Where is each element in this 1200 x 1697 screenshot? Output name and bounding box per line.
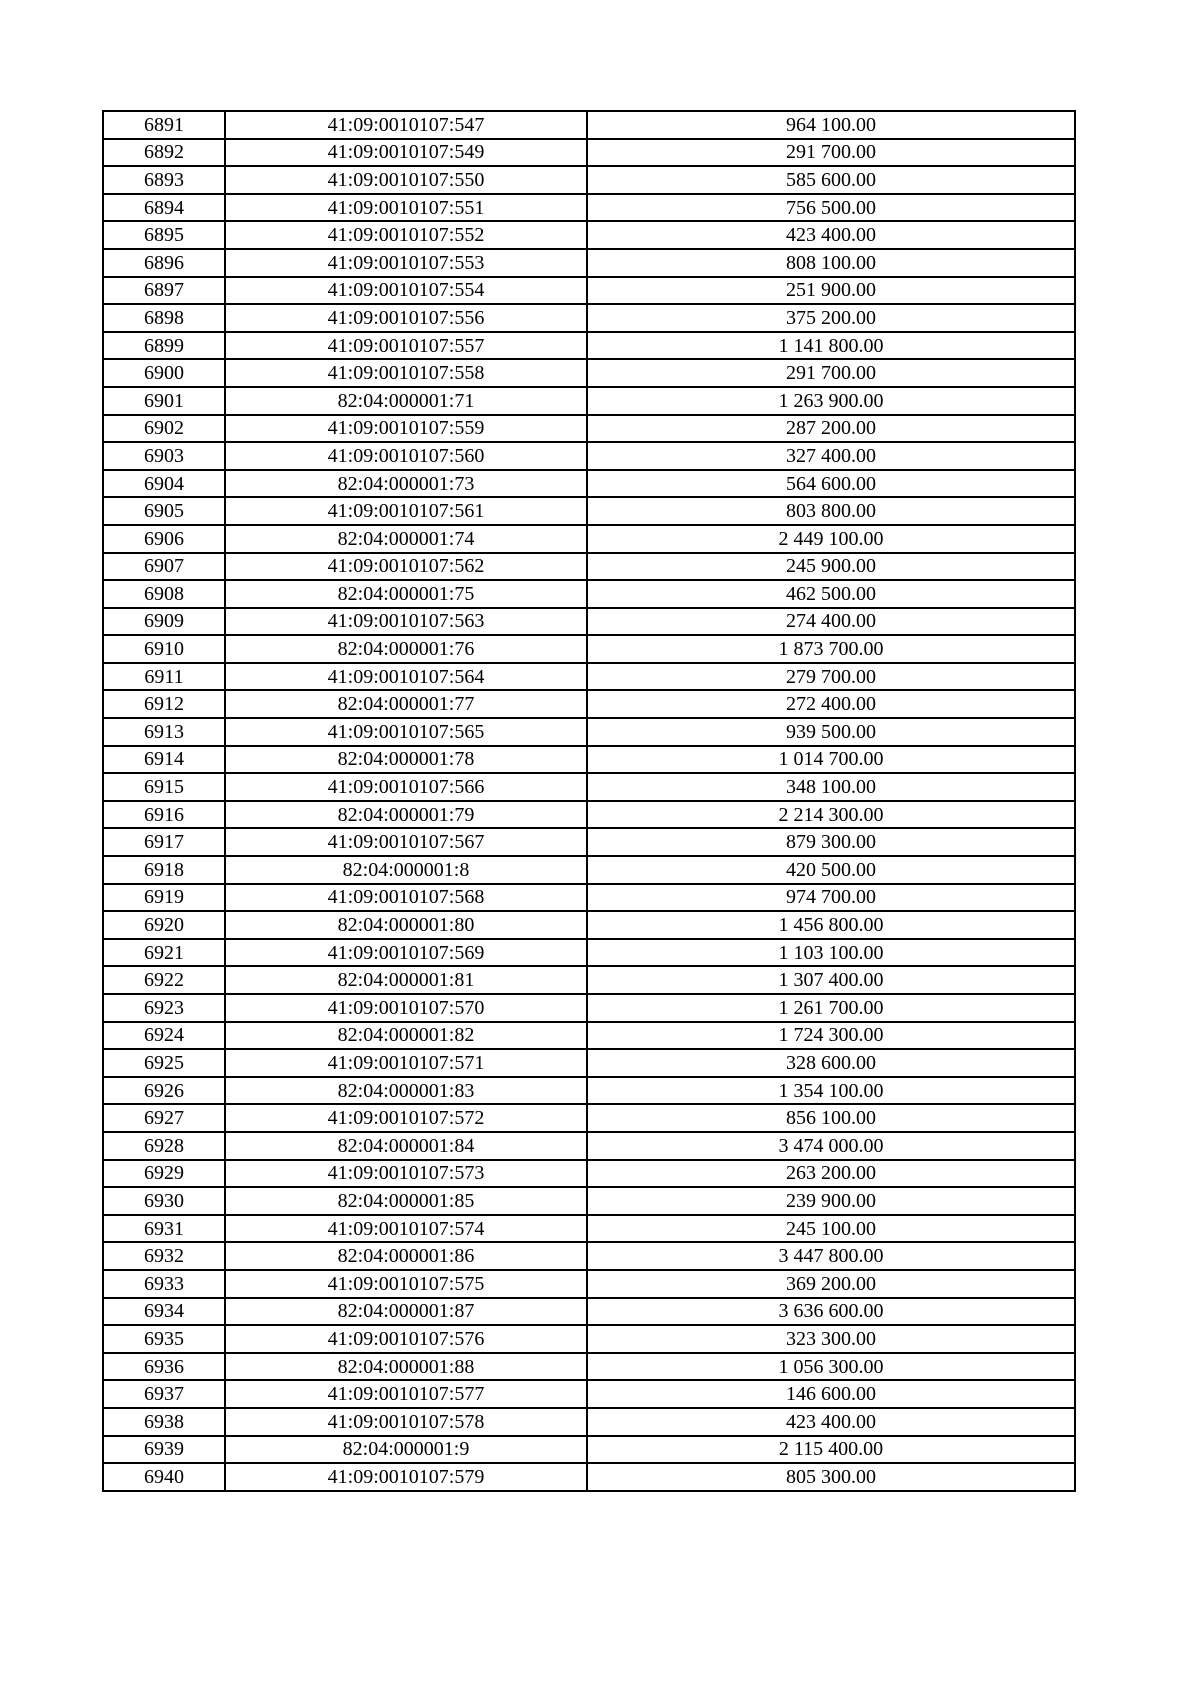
row-number-cell: 6936 xyxy=(103,1353,225,1381)
row-number-cell: 6940 xyxy=(103,1463,225,1491)
row-number-cell: 6919 xyxy=(103,884,225,912)
cadastral-number-cell: 41:09:0010107:559 xyxy=(225,415,587,443)
cadastral-number-cell: 41:09:0010107:577 xyxy=(225,1380,587,1408)
row-number-cell: 6937 xyxy=(103,1380,225,1408)
cadastral-number-cell: 82:04:000001:81 xyxy=(225,966,587,994)
row-number-cell: 6891 xyxy=(103,111,225,139)
value-cell: 420 500.00 xyxy=(587,856,1075,884)
cadastral-number-cell: 82:04:000001:79 xyxy=(225,801,587,829)
cadastral-number-cell: 82:04:000001:80 xyxy=(225,911,587,939)
cadastral-number-cell: 41:09:0010107:571 xyxy=(225,1049,587,1077)
row-number-cell: 6938 xyxy=(103,1408,225,1436)
cadastral-number-cell: 41:09:0010107:552 xyxy=(225,221,587,249)
row-number-cell: 6926 xyxy=(103,1077,225,1105)
table-row xyxy=(103,1215,1075,1243)
cadastral-number-cell: 82:04:000001:88 xyxy=(225,1353,587,1381)
value-cell: 251 900.00 xyxy=(587,277,1075,305)
row-number-cell: 6920 xyxy=(103,911,225,939)
table-row xyxy=(103,1380,1075,1408)
row-number-cell: 6905 xyxy=(103,497,225,525)
cadastral-number-cell: 82:04:000001:78 xyxy=(225,746,587,774)
row-number-cell: 6929 xyxy=(103,1160,225,1188)
cadastral-number-cell: 41:09:0010107:558 xyxy=(225,359,587,387)
row-number-cell: 6916 xyxy=(103,801,225,829)
cadastral-number-cell: 41:09:0010107:575 xyxy=(225,1270,587,1298)
table-row xyxy=(103,497,1075,525)
row-number-cell: 6901 xyxy=(103,387,225,415)
value-cell: 3 447 800.00 xyxy=(587,1242,1075,1270)
cadastral-number-cell: 41:09:0010107:549 xyxy=(225,139,587,167)
value-cell: 146 600.00 xyxy=(587,1380,1075,1408)
row-number-cell: 6902 xyxy=(103,415,225,443)
table-row xyxy=(103,304,1075,332)
value-cell: 2 449 100.00 xyxy=(587,525,1075,553)
cadastral-number-cell: 41:09:0010107:568 xyxy=(225,884,587,912)
cadastral-number-cell: 41:09:0010107:573 xyxy=(225,1160,587,1188)
value-cell: 964 100.00 xyxy=(587,111,1075,139)
table-row xyxy=(103,1104,1075,1132)
table-row xyxy=(103,939,1075,967)
table-row xyxy=(103,166,1075,194)
table-row xyxy=(103,442,1075,470)
cadastral-number-cell: 41:09:0010107:556 xyxy=(225,304,587,332)
cadastral-number-cell: 41:09:0010107:576 xyxy=(225,1325,587,1353)
table-row xyxy=(103,415,1075,443)
value-cell: 274 400.00 xyxy=(587,608,1075,636)
value-cell: 3 474 000.00 xyxy=(587,1132,1075,1160)
cadastral-number-cell: 82:04:000001:71 xyxy=(225,387,587,415)
value-cell: 1 056 300.00 xyxy=(587,1353,1075,1381)
table-row xyxy=(103,884,1075,912)
table-row xyxy=(103,1077,1075,1105)
table-row xyxy=(103,663,1075,691)
value-cell: 3 636 600.00 xyxy=(587,1298,1075,1326)
table-row xyxy=(103,1160,1075,1188)
row-number-cell: 6906 xyxy=(103,525,225,553)
cadastral-number-cell: 41:09:0010107:562 xyxy=(225,553,587,581)
row-number-cell: 6896 xyxy=(103,249,225,277)
table-row xyxy=(103,1325,1075,1353)
value-cell: 1 307 400.00 xyxy=(587,966,1075,994)
row-number-cell: 6913 xyxy=(103,718,225,746)
cadastral-number-cell: 41:09:0010107:569 xyxy=(225,939,587,967)
value-cell: 1 261 700.00 xyxy=(587,994,1075,1022)
row-number-cell: 6931 xyxy=(103,1215,225,1243)
cadastral-number-cell: 41:09:0010107:547 xyxy=(225,111,587,139)
value-cell: 423 400.00 xyxy=(587,221,1075,249)
table-row xyxy=(103,1049,1075,1077)
table-row xyxy=(103,139,1075,167)
row-number-cell: 6934 xyxy=(103,1298,225,1326)
table-row xyxy=(103,332,1075,360)
value-cell: 369 200.00 xyxy=(587,1270,1075,1298)
table-row xyxy=(103,359,1075,387)
row-number-cell: 6912 xyxy=(103,690,225,718)
table-row xyxy=(103,856,1075,884)
cadastral-number-cell: 41:09:0010107:570 xyxy=(225,994,587,1022)
cadastral-number-cell: 82:04:000001:87 xyxy=(225,1298,587,1326)
cadastral-number-cell: 41:09:0010107:557 xyxy=(225,332,587,360)
table-row xyxy=(103,1270,1075,1298)
table-row xyxy=(103,635,1075,663)
row-number-cell: 6923 xyxy=(103,994,225,1022)
value-cell: 2 214 300.00 xyxy=(587,801,1075,829)
value-cell: 585 600.00 xyxy=(587,166,1075,194)
row-number-cell: 6918 xyxy=(103,856,225,884)
table-row xyxy=(103,1408,1075,1436)
value-cell: 2 115 400.00 xyxy=(587,1436,1075,1464)
cadastral-number-cell: 82:04:000001:84 xyxy=(225,1132,587,1160)
table-row xyxy=(103,690,1075,718)
row-number-cell: 6903 xyxy=(103,442,225,470)
table-row xyxy=(103,1353,1075,1381)
cadastral-number-cell: 82:04:000001:9 xyxy=(225,1436,587,1464)
table-row xyxy=(103,718,1075,746)
table-row xyxy=(103,1022,1075,1050)
cadastral-number-cell: 82:04:000001:74 xyxy=(225,525,587,553)
cadastral-number-cell: 82:04:000001:77 xyxy=(225,690,587,718)
value-cell: 239 900.00 xyxy=(587,1187,1075,1215)
value-cell: 1 014 700.00 xyxy=(587,746,1075,774)
row-number-cell: 6904 xyxy=(103,470,225,498)
table-row xyxy=(103,1463,1075,1491)
row-number-cell: 6924 xyxy=(103,1022,225,1050)
row-number-cell: 6907 xyxy=(103,553,225,581)
value-cell: 856 100.00 xyxy=(587,1104,1075,1132)
value-cell: 756 500.00 xyxy=(587,194,1075,222)
cadastral-number-cell: 41:09:0010107:572 xyxy=(225,1104,587,1132)
cadastral-number-cell: 41:09:0010107:561 xyxy=(225,497,587,525)
cadastral-number-cell: 41:09:0010107:564 xyxy=(225,663,587,691)
table-row xyxy=(103,221,1075,249)
value-cell: 279 700.00 xyxy=(587,663,1075,691)
cadastral-number-cell: 41:09:0010107:560 xyxy=(225,442,587,470)
table-row xyxy=(103,470,1075,498)
value-cell: 263 200.00 xyxy=(587,1160,1075,1188)
cadastral-number-cell: 41:09:0010107:567 xyxy=(225,828,587,856)
table-row xyxy=(103,525,1075,553)
cadastral-number-cell: 41:09:0010107:551 xyxy=(225,194,587,222)
value-cell: 939 500.00 xyxy=(587,718,1075,746)
row-number-cell: 6911 xyxy=(103,663,225,691)
cadastral-number-cell: 41:09:0010107:574 xyxy=(225,1215,587,1243)
value-cell: 287 200.00 xyxy=(587,415,1075,443)
row-number-cell: 6900 xyxy=(103,359,225,387)
value-cell: 323 300.00 xyxy=(587,1325,1075,1353)
row-number-cell: 6899 xyxy=(103,332,225,360)
value-cell: 879 300.00 xyxy=(587,828,1075,856)
row-number-cell: 6895 xyxy=(103,221,225,249)
value-cell: 291 700.00 xyxy=(587,359,1075,387)
value-cell: 1 354 100.00 xyxy=(587,1077,1075,1105)
row-number-cell: 6898 xyxy=(103,304,225,332)
table-row xyxy=(103,1132,1075,1160)
value-cell: 805 300.00 xyxy=(587,1463,1075,1491)
value-cell: 423 400.00 xyxy=(587,1408,1075,1436)
table-row xyxy=(103,608,1075,636)
table-row xyxy=(103,1242,1075,1270)
value-cell: 808 100.00 xyxy=(587,249,1075,277)
row-number-cell: 6908 xyxy=(103,580,225,608)
value-cell: 328 600.00 xyxy=(587,1049,1075,1077)
table-row xyxy=(103,387,1075,415)
table-row xyxy=(103,828,1075,856)
cadastral-number-cell: 82:04:000001:86 xyxy=(225,1242,587,1270)
table-row xyxy=(103,553,1075,581)
row-number-cell: 6892 xyxy=(103,139,225,167)
value-cell: 1 873 700.00 xyxy=(587,635,1075,663)
row-number-cell: 6897 xyxy=(103,277,225,305)
table-row xyxy=(103,966,1075,994)
row-number-cell: 6915 xyxy=(103,773,225,801)
cadastral-number-cell: 82:04:000001:83 xyxy=(225,1077,587,1105)
table-row xyxy=(103,580,1075,608)
value-cell: 245 900.00 xyxy=(587,553,1075,581)
value-cell: 803 800.00 xyxy=(587,497,1075,525)
value-cell: 272 400.00 xyxy=(587,690,1075,718)
table-row xyxy=(103,746,1075,774)
cadastral-number-cell: 82:04:000001:82 xyxy=(225,1022,587,1050)
value-cell: 291 700.00 xyxy=(587,139,1075,167)
cadastral-number-cell: 41:09:0010107:563 xyxy=(225,608,587,636)
row-number-cell: 6930 xyxy=(103,1187,225,1215)
value-cell: 348 100.00 xyxy=(587,773,1075,801)
cadastral-number-cell: 82:04:000001:8 xyxy=(225,856,587,884)
cadastral-number-cell: 82:04:000001:85 xyxy=(225,1187,587,1215)
row-number-cell: 6893 xyxy=(103,166,225,194)
row-number-cell: 6933 xyxy=(103,1270,225,1298)
table-row xyxy=(103,773,1075,801)
cadastral-number-cell: 82:04:000001:73 xyxy=(225,470,587,498)
cadastral-number-cell: 41:09:0010107:554 xyxy=(225,277,587,305)
table-row xyxy=(103,111,1075,139)
cadastral-number-cell: 82:04:000001:76 xyxy=(225,635,587,663)
value-cell: 1 141 800.00 xyxy=(587,332,1075,360)
row-number-cell: 6925 xyxy=(103,1049,225,1077)
cadastral-number-cell: 41:09:0010107:553 xyxy=(225,249,587,277)
value-cell: 327 400.00 xyxy=(587,442,1075,470)
row-number-cell: 6910 xyxy=(103,635,225,663)
table-row xyxy=(103,801,1075,829)
cadastral-number-cell: 41:09:0010107:565 xyxy=(225,718,587,746)
cadastral-number-cell: 41:09:0010107:579 xyxy=(225,1463,587,1491)
value-cell: 245 100.00 xyxy=(587,1215,1075,1243)
value-cell: 1 103 100.00 xyxy=(587,939,1075,967)
row-number-cell: 6927 xyxy=(103,1104,225,1132)
value-cell: 564 600.00 xyxy=(587,470,1075,498)
row-number-cell: 6894 xyxy=(103,194,225,222)
cadastral-number-cell: 41:09:0010107:550 xyxy=(225,166,587,194)
row-number-cell: 6922 xyxy=(103,966,225,994)
value-cell: 462 500.00 xyxy=(587,580,1075,608)
value-cell: 1 263 900.00 xyxy=(587,387,1075,415)
value-cell: 1 724 300.00 xyxy=(587,1022,1075,1050)
table-row xyxy=(103,1436,1075,1464)
table-row xyxy=(103,249,1075,277)
row-number-cell: 6928 xyxy=(103,1132,225,1160)
cadastral-number-cell: 82:04:000001:75 xyxy=(225,580,587,608)
row-number-cell: 6914 xyxy=(103,746,225,774)
value-cell: 375 200.00 xyxy=(587,304,1075,332)
table-row xyxy=(103,1298,1075,1326)
table-row xyxy=(103,994,1075,1022)
row-number-cell: 6921 xyxy=(103,939,225,967)
row-number-cell: 6917 xyxy=(103,828,225,856)
row-number-cell: 6909 xyxy=(103,608,225,636)
cadastral-number-cell: 41:09:0010107:578 xyxy=(225,1408,587,1436)
row-number-cell: 6935 xyxy=(103,1325,225,1353)
table-row xyxy=(103,277,1075,305)
table-row xyxy=(103,194,1075,222)
table-row xyxy=(103,911,1075,939)
value-cell: 1 456 800.00 xyxy=(587,911,1075,939)
table-body xyxy=(103,111,1075,1491)
cadastral-number-cell: 41:09:0010107:566 xyxy=(225,773,587,801)
cadastral-value-table xyxy=(102,110,1076,1492)
row-number-cell: 6939 xyxy=(103,1436,225,1464)
value-cell: 974 700.00 xyxy=(587,884,1075,912)
row-number-cell: 6932 xyxy=(103,1242,225,1270)
table-row xyxy=(103,1187,1075,1215)
